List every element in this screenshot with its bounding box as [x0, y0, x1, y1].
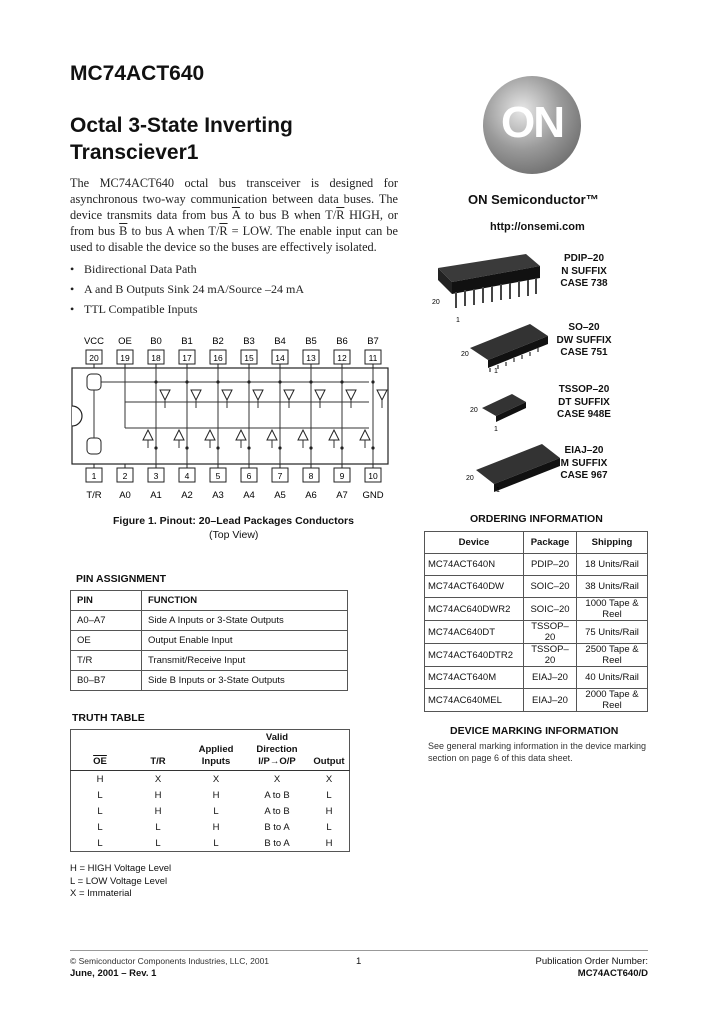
buffer-up	[174, 430, 184, 440]
table-row: L H H A to B L	[97, 789, 332, 801]
footer-divider	[70, 950, 648, 951]
table-header: FUNCTION	[142, 591, 348, 611]
buffer-up	[267, 430, 277, 440]
junction-dot	[340, 380, 343, 383]
table-row: MC74AC640DT TSSOP–20 75 Units/Rail	[425, 621, 648, 644]
copyright: © Semiconductor Components Industries, LLC, 2001	[70, 956, 270, 966]
buffer-up	[329, 430, 339, 440]
pin-label-bottom: A1	[150, 490, 162, 501]
pinout-diagram	[70, 332, 390, 512]
pin-number-bottom: 2	[122, 471, 128, 481]
pin-label-bottom: T/R	[86, 490, 102, 501]
pin-number-bottom: 7	[277, 471, 283, 481]
marking-text: See general marking information in the device marking section on page 6 of this data sheet.	[428, 741, 646, 763]
buffer-down	[222, 390, 232, 400]
pin-number-top: 13	[306, 353, 316, 363]
table-header: PIN	[71, 591, 142, 611]
brand-url[interactable]: http://onsemi.com	[490, 221, 585, 233]
table-row: MC74ACT640DTR2 TSSOP–20 2500 Tape & Reel	[425, 644, 648, 667]
feature-item: • TTL Compatible Inputs	[70, 302, 400, 322]
tssop-chip-icon	[482, 394, 526, 422]
pin-label-top: B7	[367, 336, 379, 347]
truth-table	[70, 729, 350, 852]
pin-marker: 20	[466, 475, 474, 482]
pin-number-top: 11	[368, 353, 378, 363]
pin-assignment-heading: PIN ASSIGNMENT	[76, 573, 167, 585]
table-row: L L H B to A L	[97, 821, 332, 833]
pdip-chip-icon	[438, 254, 540, 308]
junction-dot	[309, 446, 312, 449]
buffer-up	[236, 430, 246, 440]
junction-dot	[340, 446, 343, 449]
table-header: Output	[309, 730, 350, 771]
junction-dot	[185, 380, 188, 383]
so-chip-icon	[470, 324, 548, 372]
pin-number-bottom: 9	[339, 471, 345, 481]
pin-label-bottom: A2	[181, 490, 193, 501]
pin-marker: 1	[456, 317, 460, 324]
pin-number-top: 14	[275, 353, 285, 363]
brand-name: ON Semiconductor™	[468, 192, 599, 207]
pin-label-bottom: A5	[274, 490, 286, 501]
pin-number-bottom: 8	[308, 471, 314, 481]
table-row: L H L A to B H	[97, 805, 333, 817]
pin-number-bottom: 1	[91, 471, 97, 481]
control-gate	[87, 374, 101, 390]
table-row: H X X X X	[96, 773, 333, 785]
buffer-down	[160, 390, 170, 400]
junction-dot	[154, 446, 157, 449]
table-row: MC74AC640MEL EIAJ–20 2000 Tape & Reel	[425, 689, 648, 712]
pin-label-bottom: A7	[336, 490, 348, 501]
pin-number-bottom: 6	[246, 471, 252, 481]
pin-number-bottom: 5	[215, 471, 221, 481]
pin-number-bottom: 3	[153, 471, 159, 481]
buffer-up	[298, 430, 308, 440]
pin-label-bottom: A0	[119, 490, 131, 501]
pin-label-top: B6	[336, 336, 348, 347]
junction-dot	[154, 380, 157, 383]
pin-marker: 20	[461, 351, 469, 358]
publication-number: MC74ACT640/D	[577, 968, 648, 979]
pin-number-bottom: 10	[368, 471, 378, 481]
pin-number-top: 20	[89, 353, 99, 363]
pin-label-bottom: A6	[305, 490, 317, 501]
package-so: SO–20 DW SUFFIX CASE 751	[556, 322, 612, 358]
ordering-table	[424, 531, 648, 712]
junction-dot	[371, 446, 374, 449]
table-header: $\overline{OE}$	[93, 756, 107, 767]
pin-number-top: 15	[244, 353, 254, 363]
table-header: Shipping	[577, 532, 648, 554]
junction-dot	[278, 380, 281, 383]
buffer-up	[205, 430, 215, 440]
pin-label-top: B0	[150, 336, 162, 347]
on-logo-text: ON	[501, 98, 563, 147]
buffer-up	[143, 430, 153, 440]
figure-subcaption: (Top View)	[209, 529, 259, 541]
pin-marker: 20	[470, 407, 478, 414]
buffer-down	[191, 390, 201, 400]
marking-heading: DEVICE MARKING INFORMATION	[450, 725, 619, 737]
page-title-line1: Octal 3-State Inverting	[70, 114, 293, 137]
table-header: Applied Inputs	[187, 730, 245, 771]
buffer-down	[284, 390, 294, 400]
table-row: L L L B to A H	[97, 837, 333, 849]
pin-marker: 1	[496, 487, 500, 494]
page-number: 1	[356, 956, 362, 967]
table-row: MC74ACT640N PDIP–20 18 Units/Rail	[425, 554, 648, 576]
pin-number-bottom: 4	[184, 471, 190, 481]
intro-paragraph: The MC74ACT640 octal bus transceiver is designed for asynchronous two-way communication between data buses. The device transmits data from bus $\overline{A}$ to bus B when $T/\overline{R}$ HIGH, or from bus $\overline{B}$ to bus A when $T/\overline{R}$ = LOW. The enable input can be used to disable the device so the buses are effectively isolated.	[70, 176, 399, 254]
junction-dot	[371, 380, 374, 383]
figure-caption: Figure 1. Pinout: 20–Lead Packages Conductors	[113, 515, 354, 527]
publication-label: Publication Order Number:	[535, 956, 648, 967]
feature-item: • A and B Outputs Sink 24 mA/Source –24 mA	[70, 282, 400, 302]
truth-table-legend: H = HIGH Voltage Level L = LOW Voltage Level X = Immaterial	[70, 863, 172, 899]
page-title-line2: Transciever1	[70, 141, 199, 164]
control-gate	[87, 438, 101, 454]
table-row: T/R Transmit/Receive Input	[71, 651, 348, 671]
feature-list	[70, 262, 400, 322]
package-eiaj: EIAJ–20 M SUFFIX CASE 967	[560, 445, 608, 481]
part-number: MC74ACT640	[70, 62, 205, 85]
buffer-down	[253, 390, 263, 400]
pin-label-bottom: A3	[212, 490, 224, 501]
table-row: B0–B7 Side B Inputs or 3-State Outputs	[71, 671, 348, 691]
buffer-down	[315, 390, 325, 400]
revision-date: June, 2001 – Rev. 1	[70, 968, 157, 979]
pin-label-top: B3	[243, 336, 255, 347]
pin-label-top: VCC	[83, 336, 105, 347]
table-row: A0–A7 Side A Inputs or 3-State Outputs	[71, 611, 348, 631]
buffer-down	[346, 390, 356, 400]
package-tssop: TSSOP–20 DT SUFFIX CASE 948E	[557, 384, 611, 420]
table-header: Valid Direction I/P→O/P	[245, 730, 309, 771]
table-header: Device	[425, 532, 524, 554]
pin-label-top: B5	[305, 336, 317, 347]
junction-dot	[216, 380, 219, 383]
pin-number-top: 19	[120, 353, 130, 363]
table-row: MC74AC640DWR2 SOIC–20 1000 Tape & Reel	[425, 598, 648, 621]
table-row: MC74ACT640DW SOIC–20 38 Units/Rail	[425, 576, 648, 598]
package-pdip: PDIP–20 N SUFFIX CASE 738	[560, 253, 608, 289]
pin-label-top: B2	[212, 336, 224, 347]
pin-label-bottom: GND	[362, 490, 384, 501]
junction-dot	[309, 380, 312, 383]
junction-dot	[278, 446, 281, 449]
junction-dot	[185, 446, 188, 449]
junction-dot	[247, 446, 250, 449]
feature-item: • Bidirectional Data Path	[70, 262, 400, 282]
pin-number-top: 16	[213, 353, 223, 363]
buffer-up	[360, 430, 370, 440]
table-row: MC74ACT640M EIAJ–20 40 Units/Rail	[425, 667, 648, 689]
junction-dot	[216, 446, 219, 449]
pin-marker: 1	[494, 368, 498, 375]
buffer-down	[377, 390, 387, 400]
ordering-heading: ORDERING INFORMATION	[470, 513, 603, 525]
pin-number-top: 18	[151, 353, 161, 363]
pin-label-top: B1	[181, 336, 193, 347]
pin-label-bottom: A4	[243, 490, 255, 501]
pin-label-top: OE	[118, 336, 132, 347]
pin-marker: 20	[432, 299, 440, 306]
truth-table-heading: TRUTH TABLE	[72, 712, 145, 724]
pin-number-top: 12	[337, 353, 347, 363]
junction-dot	[247, 380, 250, 383]
pin-label-top: B4	[274, 336, 286, 347]
pin-marker: 1	[494, 426, 498, 433]
table-row: OE Output Enable Input	[71, 631, 348, 651]
table-header: T/R	[129, 730, 187, 771]
table-header: Package	[524, 532, 577, 554]
pin-assignment-table	[70, 590, 348, 691]
pin-number-top: 17	[182, 353, 192, 363]
